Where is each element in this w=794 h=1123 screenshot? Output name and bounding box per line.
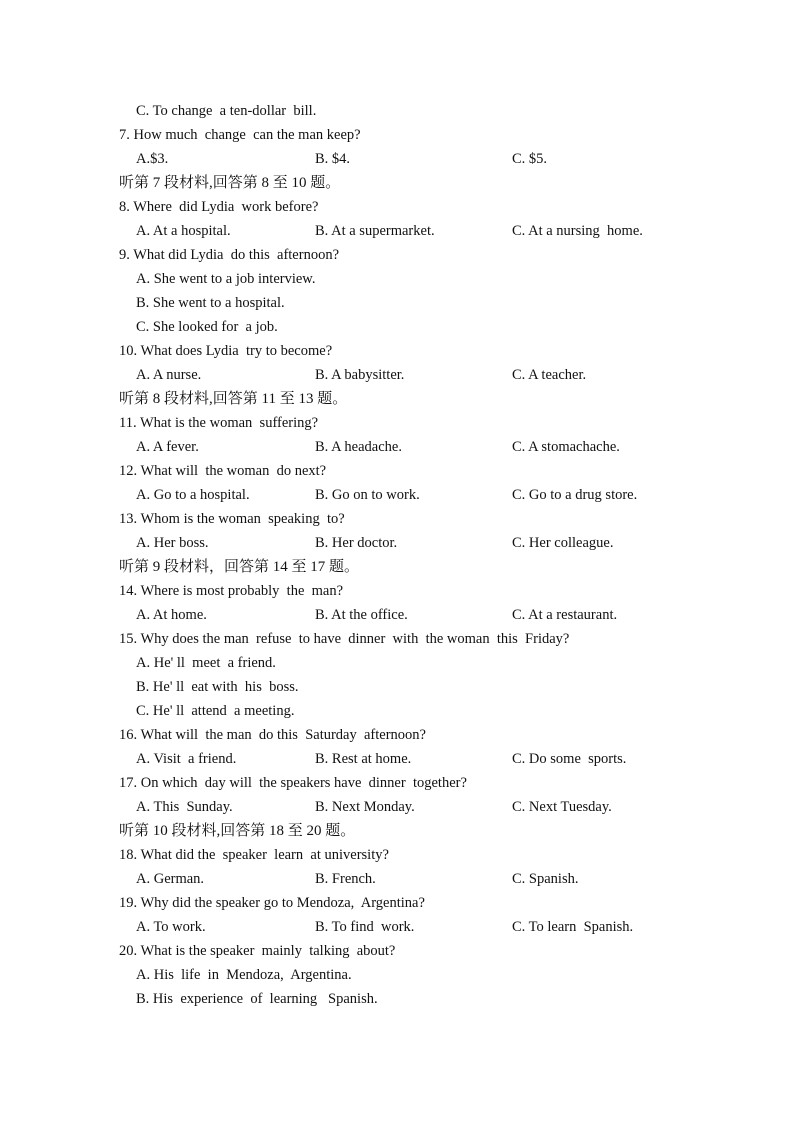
option-c: C. Next Tuesday. <box>512 799 612 815</box>
question-text: 15. Why does the man refuse to have dinner with the woman this Friday? <box>119 631 570 647</box>
section-instruction: 听第 8 段材料,回答第 11 至 13 题。 <box>119 391 348 407</box>
option-c: C. At a nursing home. <box>512 223 643 239</box>
question-text: 8. Where did Lydia work before? <box>119 199 319 215</box>
question-text: 13. Whom is the woman speaking to? <box>119 511 345 527</box>
answer-options-row <box>119 867 679 891</box>
question-text: 20. What is the speaker mainly talking about? <box>119 943 396 959</box>
answer-options-row <box>119 435 679 459</box>
answer-options-row <box>119 531 679 555</box>
answer-option: A. His life in Mendoza, Argentina. <box>136 967 352 983</box>
answer-options-row <box>119 147 679 171</box>
option-b: B. $4. <box>315 151 351 167</box>
section-instruction: 听第 9 段材料，回答第 14 至 17 题。 <box>119 559 360 575</box>
option-c: C. A teacher. <box>512 367 587 383</box>
option-a: A.$3. <box>136 151 169 167</box>
option-b: B. French. <box>315 871 376 887</box>
answer-option: B. He' ll eat with his boss. <box>136 679 299 695</box>
option-a: A. A fever. <box>136 439 199 455</box>
question-text: 12. What will the woman do next? <box>119 463 327 479</box>
option-c: C. Go to a drug store. <box>512 487 638 503</box>
question-text: 14. Where is most probably the man? <box>119 583 344 599</box>
answer-options-row <box>119 363 679 387</box>
question-text: 11. What is the woman suffering? <box>119 415 319 431</box>
answer-options-row <box>119 795 679 819</box>
option-a: A. At home. <box>136 607 207 623</box>
option-b: B. A babysitter. <box>315 367 405 383</box>
question-text: 9. What did Lydia do this afternoon? <box>119 247 340 263</box>
option-b: B. Next Monday. <box>315 799 415 815</box>
answer-options-row <box>119 603 679 627</box>
option-c: C. Spanish. <box>512 871 579 887</box>
option-b: B. A headache. <box>315 439 402 455</box>
question-list <box>119 99 679 1011</box>
option-c: C. Do some sports. <box>512 751 627 767</box>
answer-options-row <box>119 219 679 243</box>
answer-option: A. He' ll meet a friend. <box>136 655 276 671</box>
answer-option: C. To change a ten-dollar bill. <box>136 103 317 119</box>
question-text: 17. On which day will the speakers have dinner together? <box>119 775 467 791</box>
option-c: C. A stomachache. <box>512 439 620 455</box>
answer-option: C. She looked for a job. <box>136 319 278 335</box>
option-b: B. Her doctor. <box>315 535 398 551</box>
option-a: A. Her boss. <box>136 535 209 551</box>
option-b: B. To find work. <box>315 919 415 935</box>
option-b: B. Go on to work. <box>315 487 420 503</box>
answer-option: A. She went to a job interview. <box>136 271 316 287</box>
option-a: A. Visit a friend. <box>136 751 237 767</box>
question-text: 7. How much change can the man keep? <box>119 127 361 143</box>
answer-options-row <box>119 915 679 939</box>
option-a: A. A nurse. <box>136 367 202 383</box>
option-b: B. At the office. <box>315 607 408 623</box>
answer-option: B. His experience of learning Spanish. <box>136 991 378 1007</box>
answer-option: B. She went to a hospital. <box>136 295 285 311</box>
question-text: 10. What does Lydia try to become? <box>119 343 333 359</box>
option-b: B. At a supermarket. <box>315 223 435 239</box>
option-a: A. At a hospital. <box>136 223 231 239</box>
question-text: 18. What did the speaker learn at university? <box>119 847 389 863</box>
option-a: A. To work. <box>136 919 206 935</box>
answer-options-row <box>119 747 679 771</box>
section-instruction: 听第 7 段材料,回答第 8 至 10 题。 <box>119 175 341 191</box>
answer-option: C. He' ll attend a meeting. <box>136 703 295 719</box>
option-b: B. Rest at home. <box>315 751 412 767</box>
option-c: C. To learn Spanish. <box>512 919 634 935</box>
option-a: A. Go to a hospital. <box>136 487 250 503</box>
question-text: 16. What will the man do this Saturday afternoon? <box>119 727 426 743</box>
option-a: A. This Sunday. <box>136 799 233 815</box>
option-c: C. Her colleague. <box>512 535 614 551</box>
section-instruction: 听第 10 段材料,回答第 18 至 20 题。 <box>119 823 356 839</box>
option-c: C. At a restaurant. <box>512 607 618 623</box>
question-text: 19. Why did the speaker go to Mendoza, Argentina? <box>119 895 425 911</box>
option-a: A. German. <box>136 871 205 887</box>
answer-options-row <box>119 483 679 507</box>
option-c: C. $5. <box>512 151 548 167</box>
